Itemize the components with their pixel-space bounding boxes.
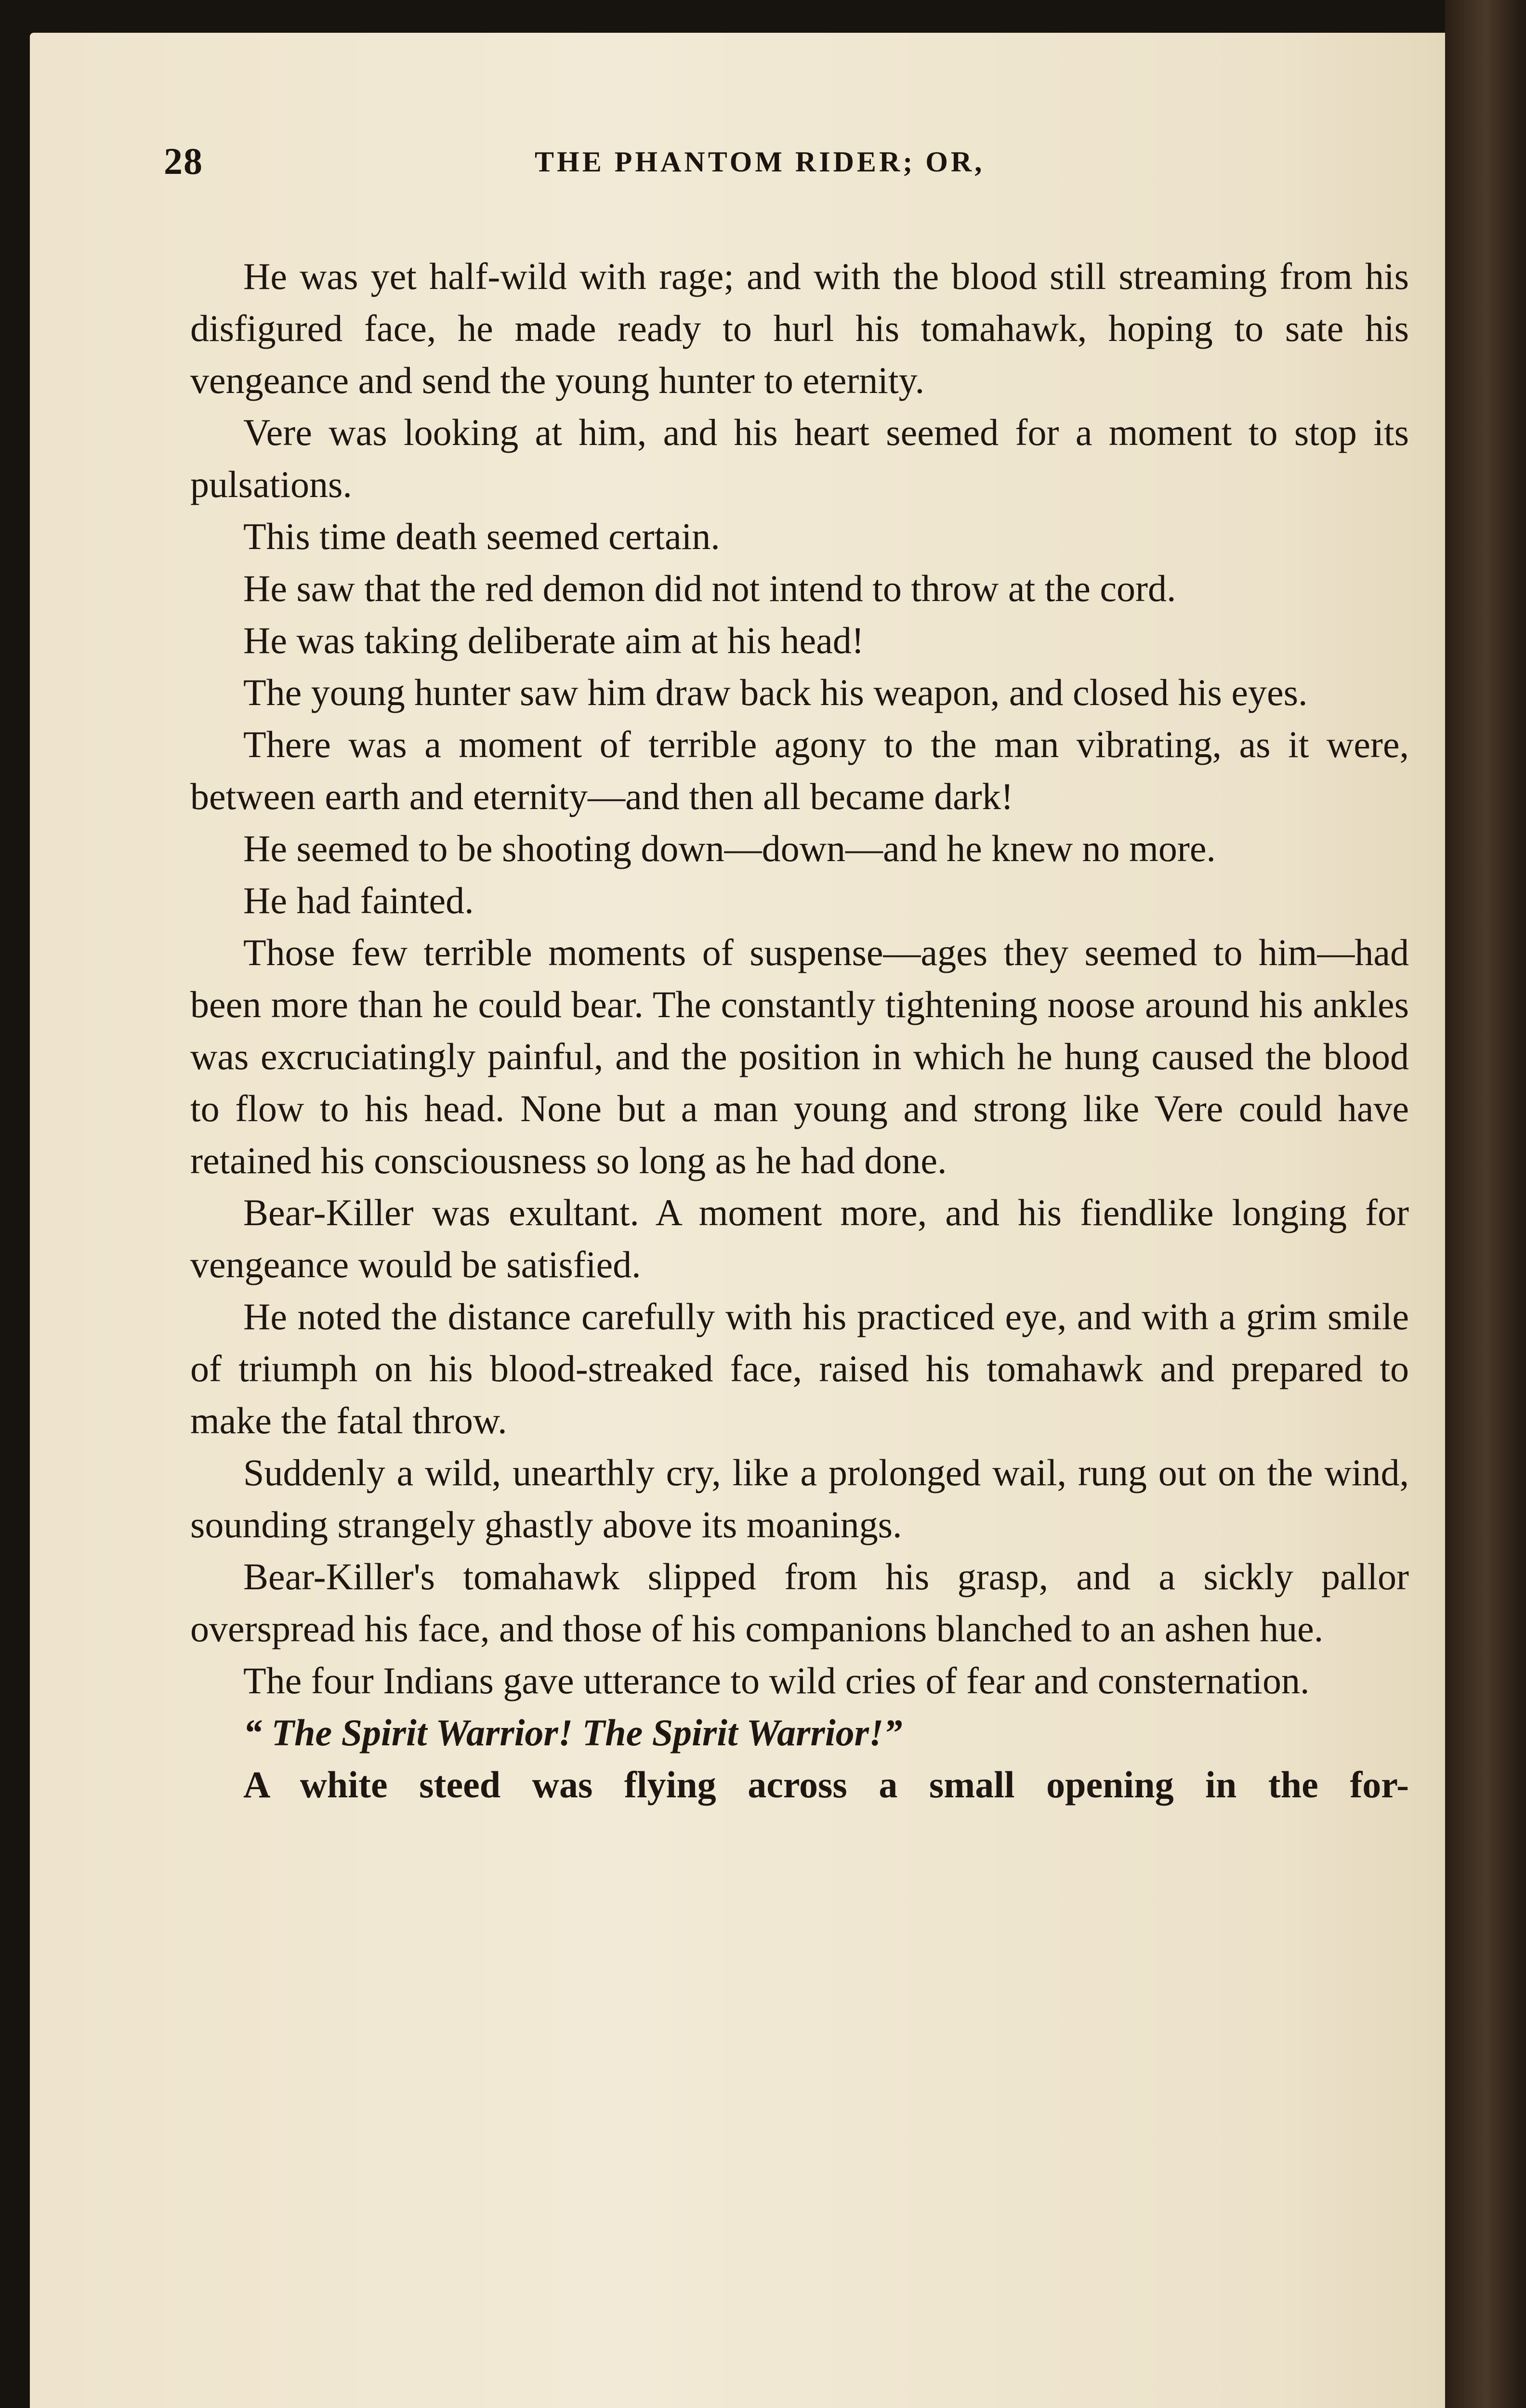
paragraph: Bear-Killer was exultant. A moment more, and his fiendlike longing for vengeance would be satisfied. bbox=[190, 1191, 1409, 1285]
body-text bbox=[190, 250, 1409, 1811]
running-head: THE PHANTOM RIDER; OR, bbox=[535, 146, 985, 178]
continuation-line: A white steed was flying across a small opening in the for- bbox=[243, 1764, 1409, 1806]
paragraph: He seemed to be shooting down—down—and he knew no more. bbox=[243, 827, 1216, 869]
paragraph: He saw that the red demon did not intend to throw at the cord. bbox=[243, 567, 1176, 609]
paragraph: He was yet half-wild with rage; and with the blood still streaming from his disfigured face, he made ready to hurl his tomahawk, hoping to sate his vengeance and send the young hunter to eternity. bbox=[190, 255, 1409, 401]
paragraph: This time death seemed certain. bbox=[243, 515, 720, 557]
paragraph: He noted the distance carefully with his practiced eye, and with a grim smile of triumph on his blood-streaked face, raised his tomahawk and prepared to make the fatal throw. bbox=[190, 1296, 1409, 1441]
paragraph: The four Indians gave utterance to wild cries of fear and consternation. bbox=[243, 1660, 1310, 1701]
paragraph: He was taking deliberate aim at his head! bbox=[243, 619, 864, 661]
quoted-cry: “ The Spirit Warrior! The Spirit Warrior!” bbox=[243, 1712, 903, 1754]
page-header bbox=[164, 140, 1416, 197]
paragraph: Those few terrible moments of suspense—ages they seemed to him—had been more than he could bear. The constantly tightening noose around his ankles was excruciatingly painful, and the position in which he hung caused the blood to flow to his head. None but a man young and strong like Vere could have retained his consciousness so long as he had done. bbox=[190, 931, 1409, 1181]
paragraph: Suddenly a wild, unearthly cry, like a prolonged wail, rung out on the wind, sounding strangely ghastly above its moanings. bbox=[190, 1452, 1409, 1545]
paragraph: Bear-Killer's tomahawk slipped from his grasp, and a sickly pallor overspread his face, and those of his companions blanched to an ashen hue. bbox=[190, 1556, 1409, 1649]
paragraph: There was a moment of terrible agony to the man vibrating, as it were, between earth and eternity—and then all became dark! bbox=[190, 723, 1409, 817]
page-number: 28 bbox=[164, 140, 203, 182]
paragraph: The young hunter saw him draw back his weapon, and closed his eyes. bbox=[243, 671, 1308, 713]
paragraph: Vere was looking at him, and his heart seemed for a moment to stop its pulsations. bbox=[190, 411, 1409, 505]
book-spine bbox=[1445, 0, 1526, 2408]
paragraph: He had fainted. bbox=[243, 879, 474, 921]
